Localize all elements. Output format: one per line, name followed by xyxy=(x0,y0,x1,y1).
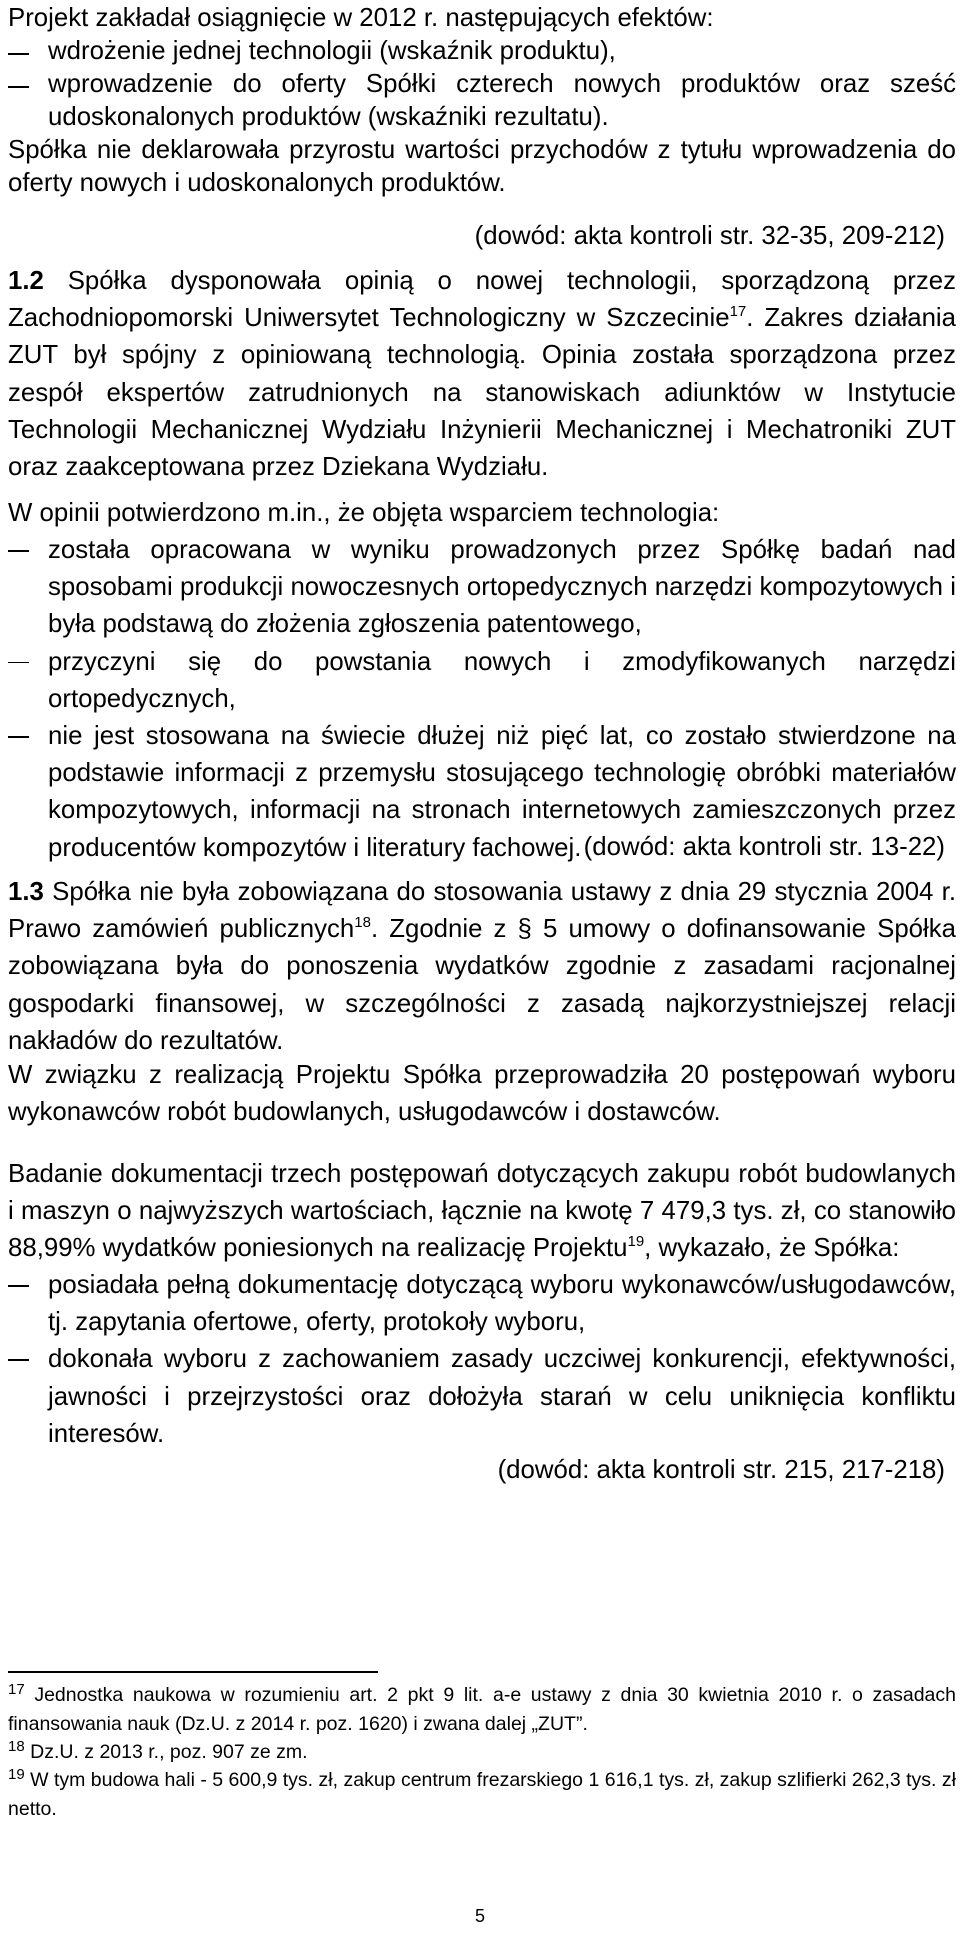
list-item: nie jest stosowana na świecie dłużej niż pięć lat, co zostało stwierdzone na podstawie informacji z przemysłu stosującego technologię obróbki materiałów kompozytowych, informacji na stronach internetowych zamieszczonych przez producentów kompozytów i literatury fachowej. xyxy=(8,718,956,867)
evidence-citation: (dowód: akta kontroli str. 215, 217-218) xyxy=(497,1456,945,1484)
list-item: dokonała wyboru z zachowaniem zasady uczciwej konkurencji, efektywności, jawności i przejrzystości oraz dołożyła starań w celu uniknięcia konfliktu interesów. xyxy=(8,1341,956,1453)
footnote-ref: 19 xyxy=(627,1233,645,1251)
footnote-number: 17 xyxy=(8,1681,25,1698)
section-number: 1.2 xyxy=(8,267,44,295)
list-item: przyczyni się do powstania nowych i zmodyfikowanych narzędzi ortopedycznych, xyxy=(8,644,956,718)
page-number: 5 xyxy=(474,1906,485,1926)
list-item: posiadała pełną dokumentację dotyczącą wyboru wykonawców/usługodawców, tj. zapytania ofertowe, oferty, protokoły wyboru, xyxy=(8,1267,956,1341)
paragraph-text: Spółka nie była zobowiązana do stosowania ustawy z dnia 29 stycznia 2004 r. Prawo zamówień publicznych xyxy=(8,878,956,944)
intro-effects-list xyxy=(8,35,956,134)
footnote xyxy=(8,1681,956,1738)
evidence-citation: (dowód: akta kontroli str. 32-35, 209-212) xyxy=(474,222,945,250)
paragraph-text: Spółka dysponowała opinią o nowej technologii, sporządzoną przez Zachodniopomorski Uniwersytet Technologiczny w Szczecinie xyxy=(8,267,956,333)
paragraph-text: . Zakres działania ZUT był spójny z opiniowaną technologią. Opinia została sporządzona przez zespół ekspertów zatrudnionych na stanowiskach adiunktów w Instytucie Technologii Mechanicznej Wydziału Inżynierii Mechanicznej i Mechatroniki ZUT oraz zaakceptowana przez Dziekana Wydziału. xyxy=(8,304,956,482)
opinion-list xyxy=(8,532,956,867)
list-item: została opracowana w wyniku prowadzonych przez Spółkę badań nad sposobami produkcji nowoczesnych ortopedycznych narzędzi kompozytowych i była podstawą do złożenia zgłoszenia patentowego, xyxy=(8,532,956,644)
list-item: wdrożenie jednej technologii (wskaźnik produktu), xyxy=(8,35,956,68)
footnote-number: 18 xyxy=(8,1738,25,1755)
audit-findings-list xyxy=(8,1267,956,1453)
audit-paragraph xyxy=(8,1156,956,1268)
section-1-3-paragraph xyxy=(8,874,956,1060)
paragraph-text: Badanie dokumentacji trzech postępowań dotyczących zakupu robót budowlanych i maszyn o najwyższych wartościach, łącznie na kwotę 7 479,3 tys. zł, co stanowiło 88,99% wydatków poniesionych na realizację Projektu xyxy=(8,1160,956,1263)
evidence-citation: (dowód: akta kontroli str. 13-22) xyxy=(583,833,945,861)
footnote xyxy=(8,1766,956,1823)
procedures-paragraph: W związku z realizacją Projektu Spółka przeprowadziła 20 postępowań wyboru wykonawców robót budowlanych, usługodawców i dostawców. xyxy=(8,1061,956,1127)
paragraph-text: . Zgodnie z § 5 umowy o dofinansowanie Spółka zobowiązana była do ponoszenia wydatków zgodnie z zasadami racjonalnej gospodarki finansowej, w szczególności z zasadą najkorzystniejszej relacji nakładów do rezultatów. xyxy=(8,915,956,1055)
footnote-text: W tym budowa hali - 5 600,9 tys. zł, zakup centrum frezarskiego 1 616,1 tys. zł, zakup szlifierki 262,3 tys. zł netto. xyxy=(8,1769,956,1820)
footnote xyxy=(8,1738,956,1767)
footnote-ref: 17 xyxy=(729,303,747,321)
intro-lead: Projekt zakładał osiągnięcie w 2012 r. następujących efektów: xyxy=(8,4,714,32)
paragraph-text: , wykazało, że Spółka: xyxy=(644,1234,900,1263)
intro-note: Spółka nie deklarowała przyrostu wartości przychodów z tytułu wprowadzenia do oferty nowych i udoskonalonych produktów. xyxy=(8,136,956,197)
section-number: 1.3 xyxy=(8,878,44,906)
opinion-lead: W opinii potwierdzono m.in., że objęta wsparciem technologia: xyxy=(8,499,720,527)
footnote-text: Dz.U. z 2013 r., poz. 907 ze zm. xyxy=(24,1741,308,1763)
footnote-number: 19 xyxy=(8,1766,25,1783)
footnote-separator xyxy=(8,1671,378,1673)
footnote-text: Jednostka naukowa w rozumieniu art. 2 pkt 9 lit. a-e ustawy z dnia 30 kwietnia 2010 r. o zasadach finansowania nauk (Dz.U. z 2014 r. poz. 1620) i zwana dalej „ZUT”. xyxy=(8,1684,956,1735)
footnote-ref: 18 xyxy=(354,914,371,932)
list-item: wprowadzenie do oferty Spółki czterech nowych produktów oraz sześć udoskonalonych produktów (wskaźniki rezultatu). xyxy=(8,68,956,134)
section-1-2-paragraph xyxy=(8,263,956,486)
